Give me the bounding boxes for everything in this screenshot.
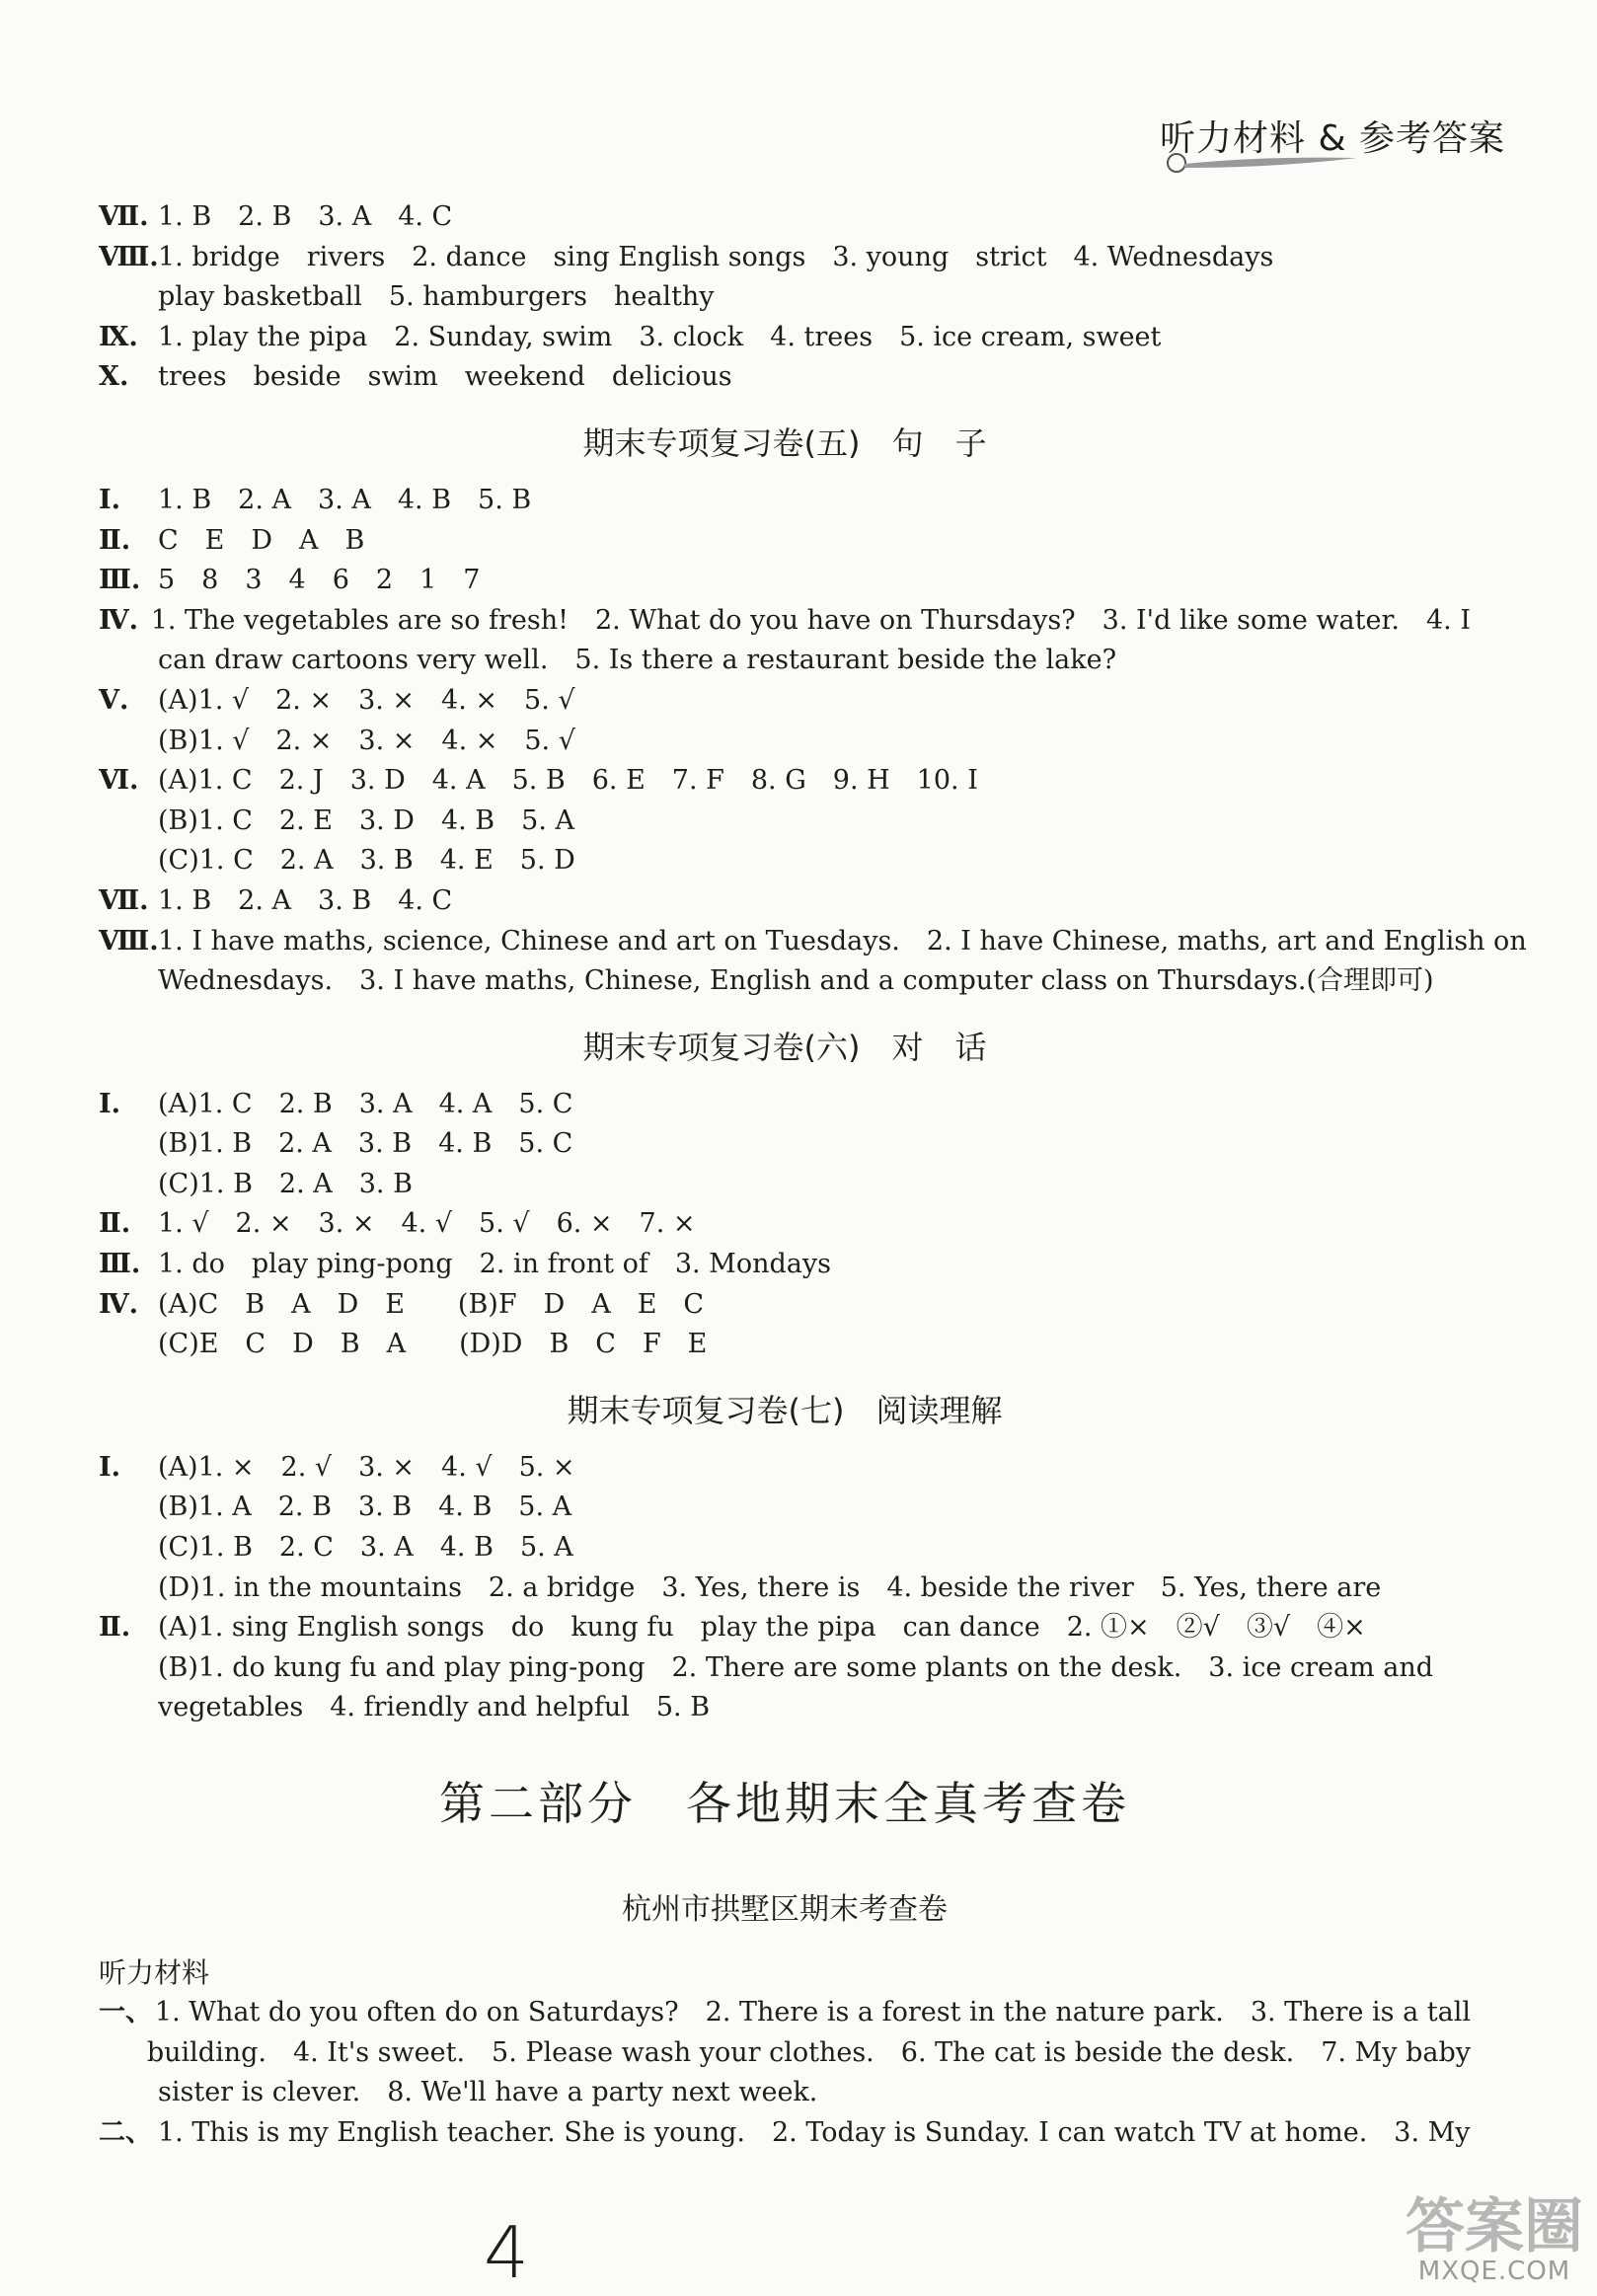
question-number-label: Ⅳ.	[99, 1288, 139, 1320]
answer-text: (B)1. B 2. A 3. B 4. B 5. C	[158, 1128, 573, 1160]
question-number-label: Ⅸ.	[99, 321, 138, 352]
question-number-label	[99, 1325, 158, 1365]
answer-line	[99, 277, 1471, 318]
answer-text: (A)1. sing English songs do kung fu play the pipa can dance 2. ①× ②√ ③√ ④×	[158, 1612, 1366, 1644]
answer-text: 1. I have maths, science, Chinese and art on Tuesdays. 2. I have Chinese, maths, art and English on	[158, 925, 1527, 957]
answer-line	[99, 761, 1471, 802]
answer-line	[99, 1488, 1471, 1528]
answer-line	[99, 641, 1471, 681]
answer-line	[99, 521, 1471, 562]
question-number-label: Ⅱ.	[99, 1208, 131, 1240]
section-title-5: 期末专项复习卷(五) 句 子	[582, 423, 987, 462]
answer-text: 1. √ 2. × 3. × 4. √ 5. √ 6. × 7. ×	[158, 1208, 696, 1240]
question-number-label	[99, 802, 158, 842]
answer-line	[99, 481, 1471, 521]
question-number-label: Ⅰ.	[99, 1088, 121, 1119]
question-number-label: Ⅶ.	[99, 201, 149, 232]
section-title-7: 期末专项复习卷(七) 阅读理解	[567, 1391, 1003, 1429]
question-number-label	[99, 2033, 147, 2074]
answer-line	[99, 238, 1471, 278]
answer-line	[99, 802, 1471, 842]
watermark-logo-text: 答案圈	[1406, 2192, 1583, 2261]
answer-text: (B)1. do kung fu and play ping-pong 2. There are some plants on the desk. 3. ice cream and	[158, 1651, 1434, 1683]
answer-line	[99, 961, 1471, 1002]
answer-line	[99, 922, 1527, 962]
question-number-label	[99, 1124, 158, 1165]
question-number-label	[99, 722, 158, 762]
answer-line	[99, 357, 1471, 398]
question-number-label	[99, 1688, 158, 1728]
answer-text: C E D A B	[158, 524, 365, 556]
exam-subtitle: 杭州市拱墅区期末考查卷	[622, 1892, 948, 1927]
site-watermark	[1406, 2192, 1583, 2286]
answer-line	[99, 1325, 1471, 1365]
listening-heading: 听力材料	[99, 1956, 210, 1989]
question-number-label: Ⅷ.	[99, 241, 159, 272]
answer-text: (A)1. C 2. J 3. D 4. A 5. B 6. E 7. F 8. G 9. H 10. I	[158, 765, 978, 797]
answer-line	[99, 601, 1471, 642]
answer-text: (A)1. √ 2. × 3. × 4. × 5. √	[158, 684, 575, 716]
section-title-6: 期末专项复习卷(六) 对 话	[582, 1028, 987, 1066]
question-number-label	[99, 2073, 158, 2113]
section-5-answers	[99, 481, 1527, 1002]
answer-text: (C)1. B 2. A 3. B	[158, 1168, 413, 1199]
question-number-label	[99, 641, 158, 681]
answer-text: 1. This is my English teacher. She is young. 2. Today is Sunday. I can watch TV at home. 3. My	[158, 2116, 1471, 2148]
answer-text: 1. B 2. A 3. B 4. C	[158, 884, 453, 916]
answer-text: 1. The vegetables are so fresh! 2. What do you have on Thursdays? 3. I'd like some water. 4. I	[150, 604, 1471, 636]
answer-line	[99, 2113, 1471, 2154]
answer-line	[99, 1569, 1471, 1609]
answer-line	[99, 841, 1471, 881]
answer-line	[99, 1993, 1471, 2033]
answer-line	[99, 1688, 1471, 1728]
watermark-url: MXQE.COM	[1417, 2257, 1571, 2286]
answer-text: (B)1. A 2. B 3. B 4. B 5. A	[158, 1492, 572, 1523]
answer-text: 1. What do you often do on Saturdays? 2. There is a forest in the nature park. 3. There is a tall	[154, 1997, 1471, 2028]
answer-text: play basketball 5. hamburgers healthy	[158, 281, 715, 313]
answer-page	[99, 197, 1527, 2153]
block-review4-tail	[99, 197, 1471, 398]
part-two-title: 第二部分 各地期末全真考查卷	[439, 1777, 1130, 1830]
question-number-label	[99, 1569, 158, 1609]
question-number-label: Ⅵ.	[99, 765, 139, 797]
answer-line	[99, 1285, 1471, 1326]
answer-line	[99, 2033, 1471, 2074]
answer-text: (B)1. √ 2. × 3. × 4. × 5. √	[158, 725, 575, 756]
answer-text: (B)1. C 2. E 3. D 4. B 5. A	[158, 804, 574, 836]
answer-text: (A)1. C 2. B 3. A 4. A 5. C	[158, 1088, 573, 1119]
question-number-label: Ⅰ.	[99, 484, 121, 515]
section-6-answers	[99, 1085, 1471, 1365]
answer-line	[99, 1648, 1471, 1689]
answer-text: (C)E C D B A (D)D B C F E	[158, 1329, 708, 1360]
answer-text: (C)1. C 2. A 3. B 4. E 5. D	[158, 845, 575, 877]
answer-line	[99, 1204, 1471, 1245]
answer-line	[99, 681, 1471, 722]
answer-text: sister is clever. 8. We'll have a party next week.	[158, 2077, 818, 2108]
answer-line	[99, 197, 1471, 238]
question-number-label	[99, 1165, 158, 1205]
question-number-label: Ⅴ.	[99, 684, 129, 716]
question-number-label: Ⅲ.	[99, 1249, 141, 1280]
answer-line	[99, 318, 1471, 358]
answer-line	[99, 2073, 1471, 2113]
answer-line	[99, 1085, 1471, 1125]
answer-text: 1. B 2. B 3. A 4. C	[158, 201, 453, 232]
question-number-label	[99, 277, 158, 318]
answer-line	[99, 1608, 1471, 1648]
question-number-label	[99, 841, 158, 881]
answer-text: (A)1. × 2. √ 3. × 4. √ 5. ×	[158, 1451, 575, 1483]
question-number-label: Ⅹ.	[99, 361, 129, 393]
question-number-label: Ⅲ.	[99, 565, 141, 596]
answer-line	[99, 1448, 1471, 1489]
question-number-label	[99, 1528, 158, 1569]
question-number-label	[99, 1488, 158, 1528]
answer-line	[99, 561, 1471, 601]
header-swoosh-decoration	[1165, 152, 1362, 174]
answer-text: can draw cartoons very well. 5. Is there a restaurant beside the lake?	[158, 645, 1117, 676]
question-number-label: Ⅰ.	[99, 1451, 121, 1483]
answer-text: 1. B 2. A 3. A 4. B 5. B	[158, 484, 532, 515]
answer-text: (A)C B A D E (B)F D A E C	[158, 1288, 705, 1320]
listening-script	[99, 1993, 1471, 2153]
answer-line	[99, 1124, 1471, 1165]
page-number: 4	[484, 2211, 529, 2294]
answer-line	[99, 722, 1471, 762]
answer-text: vegetables 4. friendly and helpful 5. B	[158, 1692, 711, 1723]
question-number-label: 一、	[99, 1997, 152, 2028]
question-number-label: Ⅶ.	[99, 884, 149, 916]
question-number-label: Ⅳ.	[99, 604, 139, 636]
answer-text: 1. do play ping-pong 2. in front of 3. Mondays	[158, 1249, 831, 1280]
question-number-label	[99, 1648, 158, 1689]
answer-text: 5 8 3 4 6 2 1 7	[158, 565, 481, 596]
answer-text: 1. bridge rivers 2. dance sing English songs 3. young strict 4. Wednesdays	[158, 241, 1274, 272]
question-number-label: 二、	[99, 2116, 152, 2148]
question-number-label: Ⅷ.	[99, 925, 159, 957]
answer-text: trees beside swim weekend delicious	[158, 361, 732, 393]
answer-line	[99, 1245, 1471, 1285]
answer-line	[99, 1528, 1471, 1569]
answer-text: building. 4. It's sweet. 5. Please wash your clothes. 6. The cat is beside the desk. 7. My baby	[146, 2036, 1471, 2068]
answer-text: (D)1. in the mountains 2. a bridge 3. Yes, there is 4. beside the river 5. Yes, there are	[158, 1571, 1382, 1603]
answer-line	[99, 881, 1471, 922]
answer-text: Wednesdays. 3. I have maths, Chinese, English and a computer class on Thursdays.(合理即可)	[158, 965, 1434, 997]
section-7-answers	[99, 1448, 1471, 1728]
running-header: 听力材料 & 参考答案	[1160, 118, 1505, 159]
question-number-label: Ⅱ.	[99, 1612, 131, 1644]
answer-line	[99, 1165, 1471, 1205]
question-number-label: Ⅱ.	[99, 524, 131, 556]
answer-text: (C)1. B 2. C 3. A 4. B 5. A	[158, 1532, 573, 1564]
answer-text: 1. play the pipa 2. Sunday, swim 3. clock 4. trees 5. ice cream, sweet	[158, 321, 1162, 352]
question-number-label	[99, 961, 158, 1002]
